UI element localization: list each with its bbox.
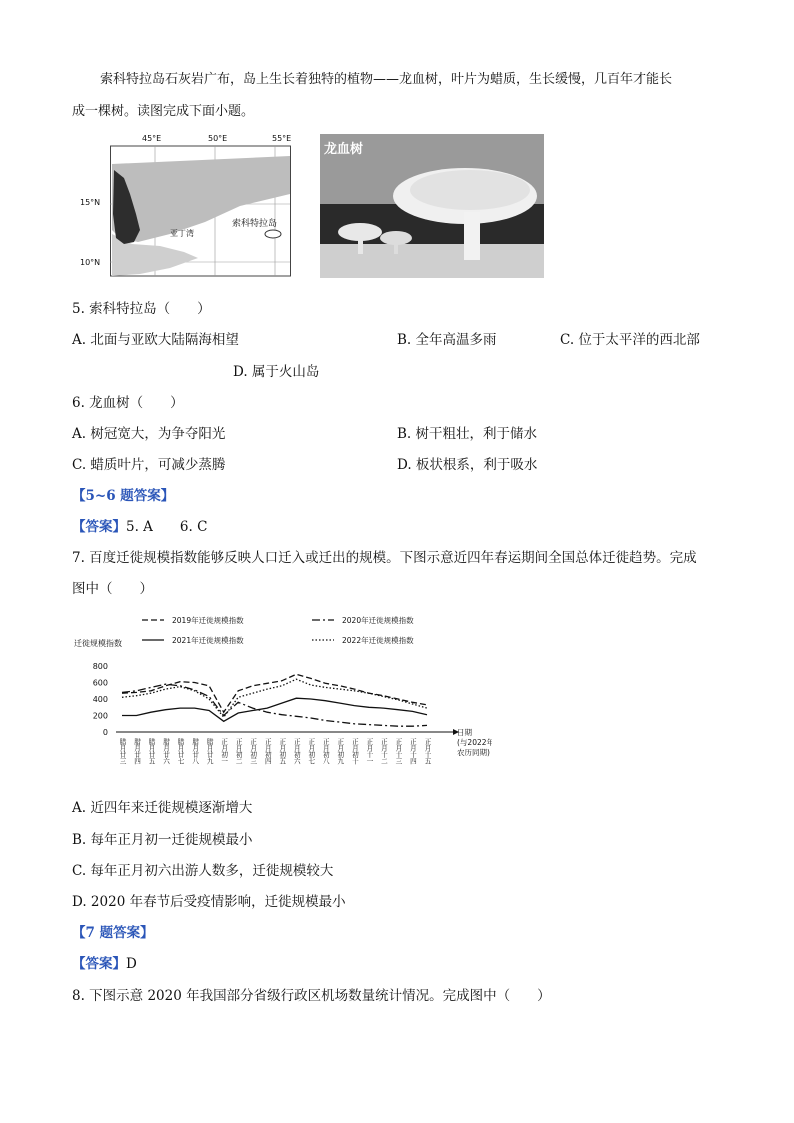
x-tick-label: 正月初一 — [219, 738, 228, 765]
x-tick-label: 腊月廿三 — [118, 738, 126, 765]
map-label-socotra: 索科特拉岛 — [232, 219, 278, 229]
map-label-gulf: 亚丁湾 — [170, 229, 194, 238]
q7-stem-line-1: 7. 百度迁徙规模指数能够反映人口迁入或迁出的规模。下图示意近四年春运期间全国总体迁徙趋势。完成 — [72, 550, 697, 566]
x-tick-label: 正月初十 — [350, 738, 359, 765]
y-tick-label: 600 — [92, 678, 108, 688]
x-tick-label: 正月初九 — [335, 738, 344, 765]
x-tick-label: 正月十三 — [393, 738, 402, 765]
x-tick-label: 正月初三 — [248, 738, 257, 765]
x-tick-label: 腊月廿六 — [161, 738, 170, 765]
intro-line-1: 索科特拉岛石灰岩广布，岛上生长着独特的植物——龙血树，叶片为蜡质，生长缓慢，几百年才能长 — [100, 72, 673, 87]
answer-header-5-6: 【5~6 题答案】 — [72, 488, 175, 504]
x-tick-label: 腊月廿七 — [176, 738, 185, 765]
q6-stem: 6. 龙血树（ ） — [72, 395, 184, 411]
answer-label: 【答案】 — [72, 519, 126, 535]
intro-line-2: 成一棵树。读图完成下面小题。 — [72, 104, 255, 119]
legend-label: 2021年迁徙规模指数 — [172, 636, 244, 645]
x-tick-label: 正月初二 — [234, 738, 243, 765]
answer-text: 5. A 6. C — [126, 519, 208, 535]
legend-label: 2022年迁徙规模指数 — [342, 636, 414, 645]
q6-option-b: B. 树干粗壮，利于储水 — [397, 426, 538, 442]
x-axis-label: 农历同期) — [457, 748, 490, 757]
x-tick-label: 正月初五 — [277, 738, 286, 765]
x-tick-label: 正月初七 — [306, 738, 315, 765]
answer-7 — [72, 952, 137, 972]
answer-5-6 — [72, 515, 207, 535]
lon-label-45: 45°E — [142, 134, 162, 143]
map-figure — [80, 134, 315, 278]
lat-label-10: 10°N — [80, 258, 101, 267]
lat-label-15: 15°N — [80, 198, 101, 207]
x-axis-label: (与2022年 — [457, 738, 492, 747]
q6-option-d: D. 板状根系，利于吸水 — [397, 457, 538, 473]
legend-label: 2020年迁徙规模指数 — [342, 616, 414, 625]
y-axis-label: 迁徙规模指数 — [74, 639, 122, 648]
dragon-tree-photo — [320, 134, 544, 278]
x-tick-label: 腊月廿九 — [205, 738, 214, 765]
series-line — [122, 698, 427, 721]
x-tick-label: 正月初八 — [321, 738, 330, 765]
x-tick-label: 腊月廿五 — [147, 738, 156, 765]
y-tick-label: 0 — [102, 728, 108, 737]
y-tick-label: 200 — [92, 711, 108, 721]
answer-header-7: 【7 题答案】 — [72, 925, 154, 941]
photo-caption: 龙血树 — [324, 142, 364, 157]
lon-label-50: 50°E — [208, 134, 228, 143]
y-tick-label: 400 — [92, 695, 108, 704]
q6-option-c: C. 蜡质叶片，可减少蒸腾 — [72, 457, 226, 473]
x-tick-label: 正月十一 — [364, 738, 373, 765]
series-line — [122, 674, 427, 712]
y-tick-label: 800 — [92, 662, 108, 671]
answer-text: D — [126, 956, 137, 972]
answer-label: 【答案】 — [72, 956, 126, 972]
q7-stem-line-2: 图中（ ） — [72, 581, 153, 597]
lon-label-55: 55°E — [272, 134, 292, 143]
x-tick-label: 正月十四 — [408, 738, 417, 765]
migration-chart-svg — [72, 610, 492, 790]
q6-option-a: A. 树冠宽大，为争夺阳光 — [72, 426, 226, 442]
x-tick-label: 腊月廿四 — [132, 738, 141, 765]
q7-option-a: A. 近四年来迁徙规模逐渐增大 — [72, 800, 253, 816]
q5-option-c: C. 位于太平洋的西北部 — [560, 332, 700, 348]
migration-chart — [72, 610, 492, 790]
x-tick-label: 正月初四 — [263, 738, 272, 765]
q5-option-b: B. 全年高温多雨 — [397, 332, 497, 348]
q7-option-c: C. 每年正月初六出游人数多，迁徙规模较大 — [72, 863, 334, 879]
q5-option-a: A. 北面与亚欧大陆隔海相望 — [72, 332, 239, 348]
x-tick-label: 正月十二 — [379, 738, 388, 765]
q8-stem: 8. 下图示意 2020 年我国部分省级行政区机场数量统计情况。完成图中（ ） — [72, 988, 551, 1004]
x-tick-label: 正月十五 — [423, 738, 431, 765]
q5-stem: 5. 索科特拉岛（ ） — [72, 301, 211, 317]
x-tick-label: 腊月廿八 — [190, 738, 199, 765]
legend-label: 2019年迁徙规模指数 — [172, 616, 244, 625]
x-tick-label: 正月初六 — [292, 738, 301, 765]
q5-option-d: D. 属于火山岛 — [233, 364, 320, 380]
x-axis-label: 日期 — [457, 728, 472, 737]
q7-option-d: D. 2020 年春节后受疫情影响，迁徙规模最小 — [72, 894, 346, 910]
q7-option-b: B. 每年正月初一迁徙规模最小 — [72, 832, 253, 848]
